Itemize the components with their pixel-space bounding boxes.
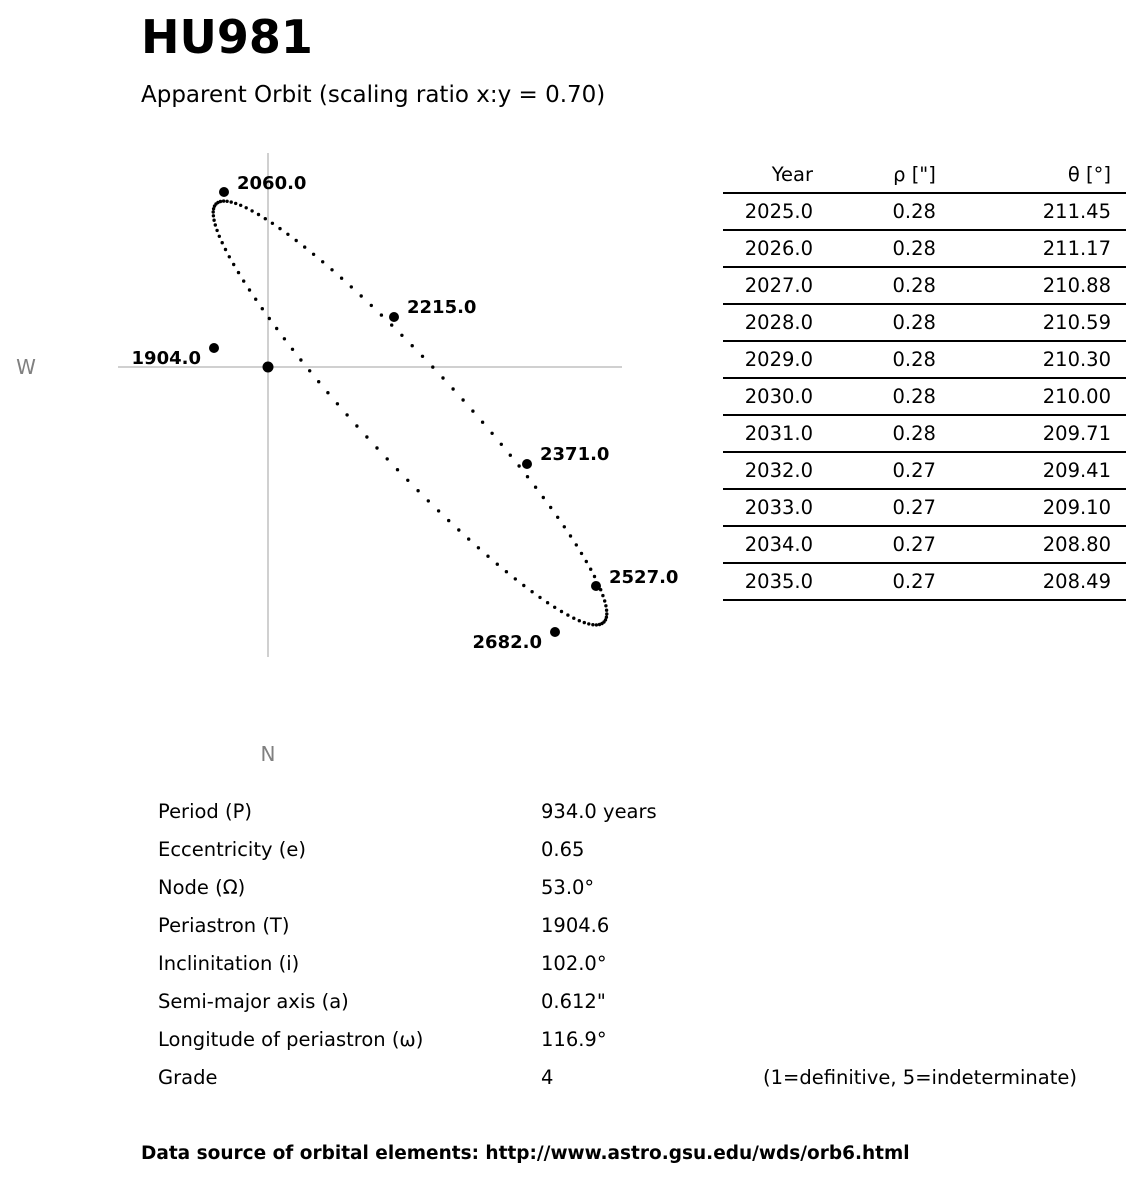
orbit-point xyxy=(245,206,248,209)
element-value: 0.65 xyxy=(541,838,585,861)
table-cell: 211.45 xyxy=(951,193,1126,230)
table-cell: 0.28 xyxy=(828,193,951,230)
element-label: Semi-major axis (a) xyxy=(158,990,349,1013)
table-cell: 2025.0 xyxy=(723,193,828,230)
orbit-point xyxy=(242,279,245,282)
table-cell: 0.28 xyxy=(828,304,951,341)
orbit-point xyxy=(538,596,541,599)
element-value: 934.0 years xyxy=(541,800,657,823)
orbit-point xyxy=(598,623,601,626)
orbit-point xyxy=(275,327,278,330)
table-cell: 211.17 xyxy=(951,230,1126,267)
orbit-point xyxy=(271,222,274,225)
data-source-note: Data source of orbital elements: http://www.astro.gsu.edu/wds/orb6.html xyxy=(141,1143,910,1164)
table-cell: 2033.0 xyxy=(723,489,828,526)
orbit-point xyxy=(572,617,575,620)
table-row xyxy=(723,489,1126,526)
table-cell: 2034.0 xyxy=(723,526,828,563)
element-label: Node (Ω) xyxy=(158,876,246,899)
orbit-point xyxy=(530,590,533,593)
element-label: Periastron (T) xyxy=(158,914,290,937)
table-cell: 0.28 xyxy=(828,415,951,452)
orbit-point xyxy=(396,468,399,471)
table-cell: 209.71 xyxy=(951,415,1126,452)
epoch-label: 2215.0 xyxy=(407,297,477,318)
table-cell: 0.28 xyxy=(828,341,951,378)
orbit-point xyxy=(308,369,311,372)
orbit-point xyxy=(291,348,294,351)
orbit-point xyxy=(390,323,393,326)
element-value: 116.9° xyxy=(541,1028,607,1051)
epoch-marker xyxy=(591,581,601,591)
orbit-point xyxy=(299,358,302,361)
grade-note: (1=definitive, 5=indeterminate) xyxy=(763,1066,1077,1089)
table-row xyxy=(723,230,1126,267)
element-label: Longitude of periastron (ω) xyxy=(158,1028,424,1051)
north-label: N xyxy=(260,742,276,766)
orbit-point xyxy=(380,313,383,316)
element-row xyxy=(158,985,1118,1023)
epoch-label: 2060.0 xyxy=(237,173,307,194)
table-cell: 0.27 xyxy=(828,452,951,489)
element-row xyxy=(158,871,1118,909)
orbit-point xyxy=(237,271,240,274)
orbit-point xyxy=(212,210,215,213)
orbit-point xyxy=(286,233,289,236)
orbit-point xyxy=(360,294,363,297)
table-header-cell: Year xyxy=(723,156,828,193)
orbit-point xyxy=(575,543,578,546)
orbit-point xyxy=(218,235,221,238)
table-row xyxy=(723,304,1126,341)
orbit-point xyxy=(365,435,368,438)
orbit-point xyxy=(224,248,227,251)
table-cell: 210.00 xyxy=(951,378,1126,415)
orbit-point xyxy=(549,506,552,509)
orbit-point xyxy=(534,486,537,489)
table-cell: 0.27 xyxy=(828,526,951,563)
table-cell: 2029.0 xyxy=(723,341,828,378)
table-cell: 2032.0 xyxy=(723,452,828,489)
epoch-marker xyxy=(550,627,560,637)
orbit-point xyxy=(340,277,343,280)
orbit-point xyxy=(250,209,253,212)
epoch-label: 2371.0 xyxy=(540,444,610,465)
table-row xyxy=(723,267,1126,304)
table-cell: 208.80 xyxy=(951,526,1126,563)
orbit-point xyxy=(232,263,235,266)
orbit-point xyxy=(471,409,474,412)
orbit-point xyxy=(225,200,228,203)
primary-star-marker xyxy=(263,362,274,373)
orbit-point xyxy=(295,239,298,242)
orbit-point xyxy=(221,241,224,244)
orbit-point xyxy=(496,563,499,566)
orbit-point xyxy=(350,285,353,288)
epoch-label: 2527.0 xyxy=(609,567,679,588)
element-value: 1904.6 xyxy=(541,914,610,937)
orbit-point xyxy=(248,288,251,291)
orbit-point xyxy=(589,568,592,571)
table-cell: 2027.0 xyxy=(723,267,828,304)
orbit-point xyxy=(254,298,257,301)
epoch-marker xyxy=(209,343,219,353)
orbit-point xyxy=(522,584,525,587)
table-header-cell: ρ ["] xyxy=(828,156,951,193)
element-row xyxy=(158,795,1118,833)
orbit-point xyxy=(441,376,444,379)
orbit-point xyxy=(457,528,460,531)
orbit-point xyxy=(569,534,572,537)
orbit-point xyxy=(421,355,424,358)
table-row xyxy=(723,563,1126,600)
orbit-point xyxy=(228,255,231,258)
orbit-point xyxy=(330,268,333,271)
orbit-point xyxy=(219,200,222,203)
orbit-point xyxy=(406,479,409,482)
orbit-point xyxy=(427,499,430,502)
element-row xyxy=(158,833,1118,871)
orbit-point xyxy=(212,214,215,217)
table-row xyxy=(723,341,1126,378)
orbit-point xyxy=(215,229,218,232)
orbit-point xyxy=(578,619,581,622)
orbit-point xyxy=(563,525,566,528)
element-label: Grade xyxy=(158,1066,218,1089)
chart-subtitle: Apparent Orbit (scaling ratio x:y = 0.70) xyxy=(141,82,606,108)
orbit-point xyxy=(477,546,480,549)
table-header-row xyxy=(723,156,1126,193)
orbit-point xyxy=(603,599,606,602)
orbit-point xyxy=(461,398,464,401)
element-label: Inclinitation (i) xyxy=(158,952,300,975)
orbit-point xyxy=(411,344,414,347)
orbit-point xyxy=(355,424,358,427)
orbit-point xyxy=(234,202,237,205)
table-cell: 2028.0 xyxy=(723,304,828,341)
west-label: W xyxy=(16,355,36,379)
element-value: 53.0° xyxy=(541,876,595,899)
orbit-point xyxy=(509,454,512,457)
element-value: 102.0° xyxy=(541,952,607,975)
orbit-point xyxy=(560,610,563,613)
orbit-point xyxy=(556,516,559,519)
orbit-point xyxy=(261,307,264,310)
table-cell: 2030.0 xyxy=(723,378,828,415)
epoch-marker xyxy=(522,459,532,469)
orbit-point xyxy=(583,621,586,624)
orbit-point xyxy=(593,575,596,578)
orbital-elements xyxy=(158,795,1118,1099)
epoch-label: 2682.0 xyxy=(472,632,542,653)
orbit-point xyxy=(595,623,598,626)
orbit-point xyxy=(481,421,484,424)
orbit-point xyxy=(517,464,520,467)
table-row xyxy=(723,193,1126,230)
orbit-point xyxy=(514,577,517,580)
table-cell: 209.10 xyxy=(951,489,1126,526)
orbit-point xyxy=(546,601,549,604)
orbit-point xyxy=(326,391,329,394)
table-cell: 2035.0 xyxy=(723,563,828,600)
table-cell: 210.59 xyxy=(951,304,1126,341)
element-row xyxy=(158,1061,1118,1099)
element-row xyxy=(158,1023,1118,1061)
orbit-point xyxy=(257,213,260,216)
orbit-point xyxy=(317,380,320,383)
orbit-point xyxy=(303,245,306,248)
table-row xyxy=(723,415,1126,452)
table-cell: 0.27 xyxy=(828,489,951,526)
orbit-point xyxy=(486,555,489,558)
table-row xyxy=(723,526,1126,563)
orbit-point xyxy=(239,204,242,207)
orbit-point xyxy=(437,509,440,512)
orbit-point xyxy=(526,475,529,478)
orbit-point xyxy=(604,618,607,621)
orbit-point xyxy=(447,519,450,522)
orbit-point xyxy=(268,317,271,320)
orbit-point xyxy=(212,219,215,222)
orbit-point xyxy=(580,552,583,555)
element-value: 0.612" xyxy=(541,990,606,1013)
element-label: Period (P) xyxy=(158,800,252,823)
table-cell: 210.30 xyxy=(951,341,1126,378)
orbit-point xyxy=(370,304,373,307)
table-row xyxy=(723,452,1126,489)
ephemeris-table xyxy=(723,156,1126,601)
epoch-label: 1904.0 xyxy=(131,348,201,369)
table-cell: 210.88 xyxy=(951,267,1126,304)
orbit-point xyxy=(500,443,503,446)
table-row xyxy=(723,378,1126,415)
orbit-point xyxy=(222,199,225,202)
table-cell: 208.49 xyxy=(951,563,1126,600)
element-row xyxy=(158,909,1118,947)
orbit-point xyxy=(505,570,508,573)
element-label: Eccentricity (e) xyxy=(158,838,306,861)
table-cell: 0.27 xyxy=(828,563,951,600)
orbit-point xyxy=(345,413,348,416)
orbit-point xyxy=(587,622,590,625)
orbit-point xyxy=(278,227,281,230)
epoch-marker xyxy=(389,312,399,322)
element-value: 4 xyxy=(541,1066,554,1089)
table-cell: 0.28 xyxy=(828,378,951,415)
orbit-point xyxy=(605,612,608,615)
page-title: HU981 xyxy=(141,10,313,64)
orbit-plot xyxy=(0,130,700,780)
orbit-point xyxy=(467,537,470,540)
orbit-point xyxy=(605,609,608,612)
orbit-point xyxy=(431,365,434,368)
table-cell: 209.41 xyxy=(951,452,1126,489)
orbit-point xyxy=(566,613,569,616)
orbit-point xyxy=(416,489,419,492)
table-header-cell: θ [°] xyxy=(951,156,1126,193)
orbit-point xyxy=(336,402,339,405)
orbit-point xyxy=(321,260,324,263)
orbit-point xyxy=(490,432,493,435)
orbit-point xyxy=(283,337,286,340)
table-cell: 2026.0 xyxy=(723,230,828,267)
table-cell: 2031.0 xyxy=(723,415,828,452)
orbit-point xyxy=(214,223,217,226)
table-cell: 0.28 xyxy=(828,267,951,304)
orbit-point xyxy=(553,606,556,609)
orbit-point xyxy=(604,604,607,607)
element-row xyxy=(158,947,1118,985)
orbit-point xyxy=(601,594,604,597)
orbit-point xyxy=(375,446,378,449)
orbit-point xyxy=(230,200,233,203)
orbit-point xyxy=(542,496,545,499)
epoch-marker xyxy=(219,187,229,197)
orbit-point xyxy=(400,334,403,337)
orbit-point xyxy=(451,387,454,390)
orbit-point xyxy=(264,217,267,220)
orbit-point xyxy=(591,623,594,626)
orbit-point xyxy=(585,560,588,563)
orbit-point xyxy=(386,457,389,460)
table-cell: 0.28 xyxy=(828,230,951,267)
orbit-point xyxy=(312,253,315,256)
